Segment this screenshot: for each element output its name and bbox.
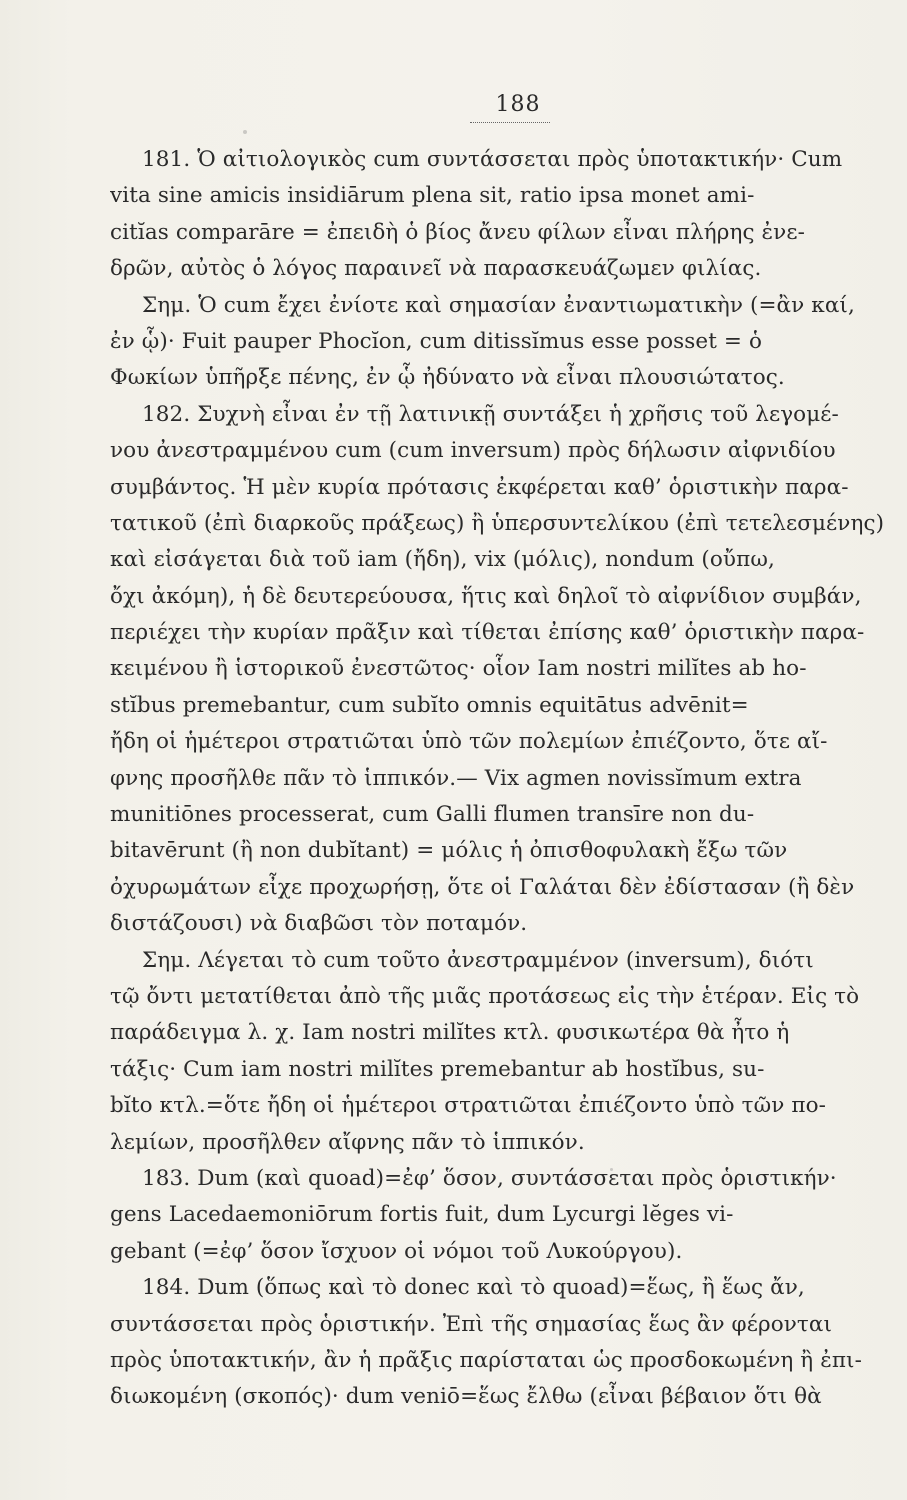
text-line: Φωκίων ὑπῆρξε πένης, ἐν ᾧ ἠδύνατο νὰ εἶναι πλουσιώτατος. bbox=[110, 365, 785, 391]
text-line: Σημ. Λέγεται τὸ cum τοῦτο ἀνεστραμμένον (inversum), διότι bbox=[142, 947, 814, 973]
page-number: 188 bbox=[495, 92, 541, 117]
text-line: διωκομένη (σκοπός)· dum veniō=ἕως ἔλθω (εἶναι βέβαιον ὅτι θὰ bbox=[110, 1384, 822, 1410]
text-line: bĭto κτλ.=ὅτε ἤδη οἱ ἡμέτεροι στρατιῶται ἐπιέζοντο ὑπὸ τῶν πο- bbox=[110, 1093, 826, 1119]
text-line: καὶ εἰσάγεται διὰ τοῦ iam (ἤδη), vix (μόλις), nondum (οὔπω, bbox=[110, 547, 775, 573]
text-line: munitiōnes processerat, cum Galli flumen transīre non du- bbox=[110, 802, 755, 828]
text-line: gebant (=ἐφ’ ὅσον ἴσχυον οἱ νόμοι τοῦ Λυκούργου). bbox=[110, 1238, 683, 1264]
page-number-rule bbox=[470, 122, 550, 123]
text-line: διστάζουσι) νὰ διαβῶσι τὸν ποταμόν. bbox=[110, 911, 528, 937]
text-line: παράδειγμα λ. χ. Iam nostri milĭtes κτλ. φυσικωτέρα θὰ ἦτο ἡ bbox=[110, 1020, 790, 1046]
text-line: vita sine amicis insidiārum plena sit, ratio ipsa monet ami- bbox=[110, 183, 755, 209]
text-line: stĭbus premebantur, cum subĭto omnis equitātus advēnit= bbox=[110, 692, 749, 718]
text-line: 181. Ὁ αἰτιολογικὸς cum συντάσσεται πρὸς ὑποτακτικήν· Cum bbox=[142, 147, 843, 172]
text-line: 182. Συχνὴ εἶναι ἐν τῇ λατινικῇ συντάξει ἡ χρῆσις τοῦ λεγομέ- bbox=[142, 401, 839, 427]
text-line: συντάσσεται πρὸς ὁριστικήν. Ἐπὶ τῆς σημασίας ἕως ἂν φέρονται bbox=[110, 1311, 833, 1337]
text-line: κειμένου ἢ ἱστορικοῦ ἐνεστῶτος· οἷον Iam nostri milĭtes ab ho- bbox=[110, 656, 807, 682]
text-line: Σημ. Ὁ cum ἔχει ἐνίοτε καὶ σημασίαν ἐναντιωματικὴν (=ἂν καί, bbox=[142, 292, 855, 318]
body-text bbox=[110, 142, 895, 1416]
text-line: λεμίων, προσῆλθεν αἴφνης πᾶν τὸ ἱππικόν. bbox=[110, 1129, 585, 1155]
text-line: citĭas comparāre = ἐπειδὴ ὁ βίος ἄνευ φίλων εἶναι πλήρης ἐνε- bbox=[110, 219, 805, 245]
text-line: τάξις· Cum iam nostri milĭtes premebantur ab hostĭbus, su- bbox=[110, 1056, 765, 1082]
text-line: νου ἀνεστραμμένου cum (cum inversum) πρὸς δήλωσιν αἰφνιδίου bbox=[110, 438, 836, 464]
text-line: 184. Dum (ὅπως καὶ τὸ donec καὶ τὸ quoad)=ἕως, ἢ ἕως ἄν, bbox=[142, 1275, 805, 1301]
text-line: gens Lacedaemoniōrum fortis fuit, dum Lycurgi lĕges vi- bbox=[110, 1202, 734, 1228]
text-line: τῷ ὄντι μετατίθεται ἀπὸ τῆς μιᾶς προτάσεως εἰς τὴν ἑτέραν. Εἰς τὸ bbox=[110, 983, 860, 1009]
text-line: συμβάντος. Ἡ μὲν κυρία πρότασις ἐκφέρεται καθ’ ὁριστικὴν παρα- bbox=[110, 474, 849, 500]
text-line: τατικοῦ (ἐπὶ διαρκοῦς πράξεως) ἢ ὑπερσυντελίκου (ἐπὶ τετελεσμένης) bbox=[110, 510, 885, 536]
text-line: ἐν ᾧ)· Fuit pauper Phocĭon, cum ditissĭmus esse posset = ὁ bbox=[110, 328, 763, 354]
text-line: δρῶν, αὐτὸς ὁ λόγος παραινεῖ νὰ παρασκευάζωμεν φιλίας. bbox=[110, 256, 762, 282]
text-line: φνης προσῆλθε πᾶν τὸ ἱππικόν.— Vix agmen novissĭmum extra bbox=[110, 765, 802, 791]
text-line: ὀχυρωμάτων εἶχε προχωρήσῃ, ὅτε οἱ Γαλάται δὲν ἐδίστασαν (ἢ δὲν bbox=[110, 874, 855, 900]
text-line: περιέχει τὴν κυρίαν πρᾶξιν καὶ τίθεται ἐπίσης καθ’ ὁριστικὴν παρα- bbox=[110, 620, 865, 646]
text-line: ὄχι ἀκόμη), ἡ δὲ δευτερεύουσα, ἥτις καὶ δηλοῖ τὸ αἰφνίδιον συμβάν, bbox=[110, 583, 862, 609]
ink-speck bbox=[610, 1168, 613, 1171]
text-line: 183. Dum (καὶ quoad)=ἐφ’ ὅσον, συντάσσεται πρὸς ὁριστικήν· bbox=[142, 1165, 837, 1191]
text-line: πρὸς ὑποτακτικήν, ἂν ἡ πρᾶξις παρίσταται ὡς προσδοκωμένη ἢ ἐπι- bbox=[110, 1347, 862, 1373]
text-line: ἤδη οἱ ἡμέτεροι στρατιῶται ὑπὸ τῶν πολεμίων ἐπιέζοντο, ὅτε αἴ- bbox=[110, 729, 828, 755]
ink-speck bbox=[243, 130, 247, 134]
text-line: bitavērunt (ἢ non dubĭtant) = μόλις ἡ ὀπισθοφυλακὴ ἔξω τῶν bbox=[110, 838, 788, 864]
